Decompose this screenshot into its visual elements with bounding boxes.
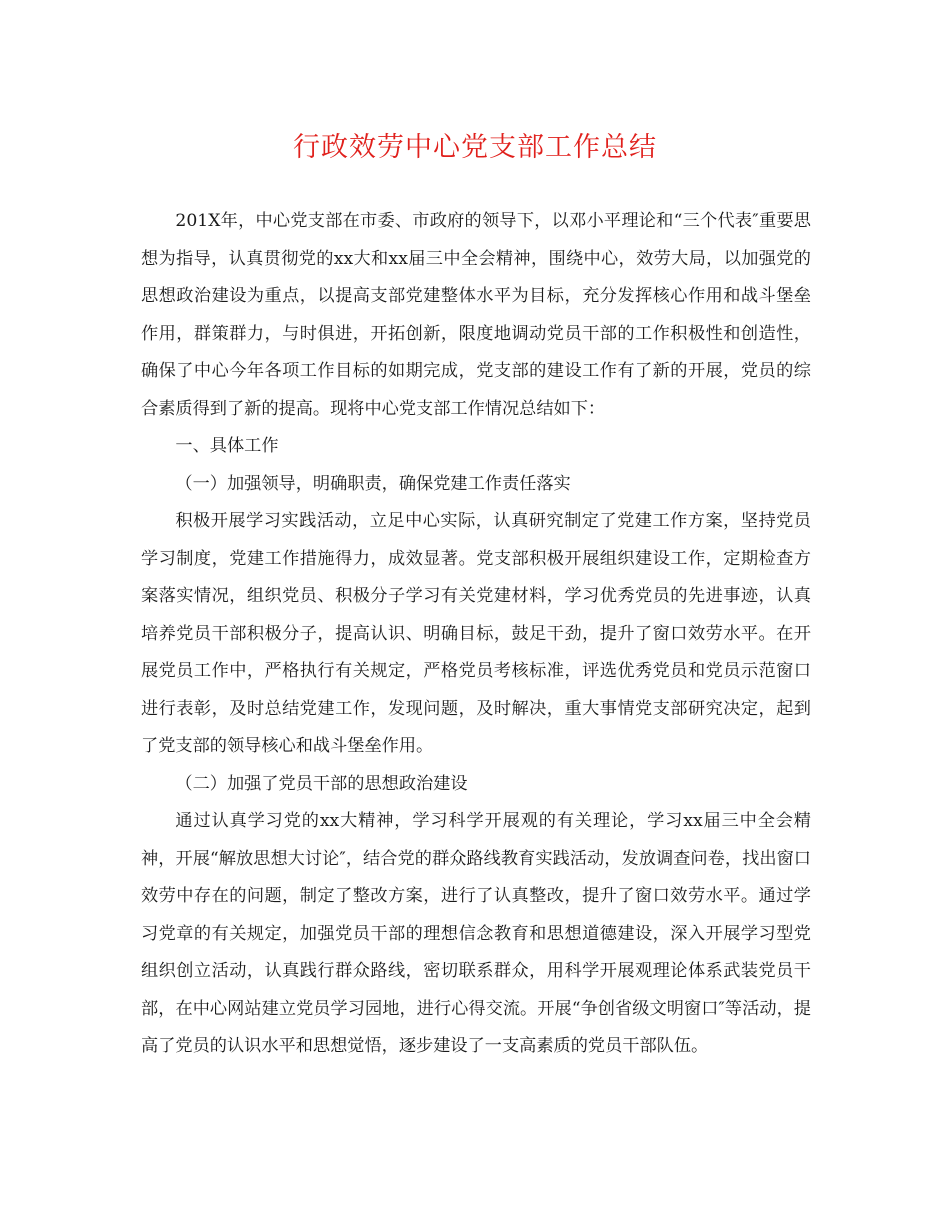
document-body	[141, 203, 811, 1066]
paragraph-intro: 201X年，中心党支部在市委、市政府的领导下，以邓小平理论和“三个代表″重要思想为指导，认真贯彻党的xx大和xx届三中全会精神，围绕中心，效劳大局，以加强党的思想政治建设为重点，以提高支部党建整体水平为目标，充分发挥核心作用和战斗堡垒作用，群策群力，与时俱进，开拓创新，限度地调动党员干部的工作积极性和创造性，确保了中心今年各项工作目标的如期完成，党支部的建设工作有了新的开展，党员的综合素质得到了新的提高。现将中心党支部工作情况总结如下：	[141, 211, 811, 419]
section-heading: 一、具体工作	[175, 436, 279, 456]
paragraph-leadership: 积极开展学习实践活动，立足中心实际，认真研究制定了党建工作方案，坚持党员学习制度，党建工作措施得力，成效显著。党支部积极开展组织建设工作，定期检查方案落实情况，组织党员、积极分子学习有关党建材料，学习优秀党员的先进事迹，认真培养党员干部积极分子，提高认识、明确目标，鼓足干劲，提升了窗口效劳水平。在开展党员工作中，严格执行有关规定，严格党员考核标准，评选优秀党员和党员示范窗口进行表彰，及时总结党建工作，发现问题，及时解决，重大事情党支部研究决定，起到了党支部的领导核心和战斗堡垒作用。	[141, 511, 811, 756]
document-title: 行政效劳中心党支部工作总结	[293, 132, 657, 163]
paragraph-political-building: 通过认真学习党的xx大精神，学习科学开展观的有关理论，学习xx届三中全会精神，开展“解放思想大讨论″，结合党的群众路线教育实践活动，发放调查问卷，找出窗口效劳中存在的问题，制定了整改方案，进行了认真整改，提升了窗口效劳水平。通过学习党章的有关规定，加强党员干部的理想信念教育和思想道德建设，深入开展学习型党组织创立活动，认真践行群众路线，密切联系群众，用科学开展观理论体系武装党员干部，在中心网站建立党员学习园地，进行心得交流。开展“争创省级文明窗口″等活动，提高了党员的认识水平和思想觉悟，逐步建设了一支高素质的党员干部队伍。	[141, 811, 811, 1056]
subsection-heading-1: （一）加强领导，明确职责，确保党建工作责任落实	[175, 473, 571, 494]
subsection-heading-2: （二）加强了党员干部的思想政治建设	[175, 773, 468, 794]
